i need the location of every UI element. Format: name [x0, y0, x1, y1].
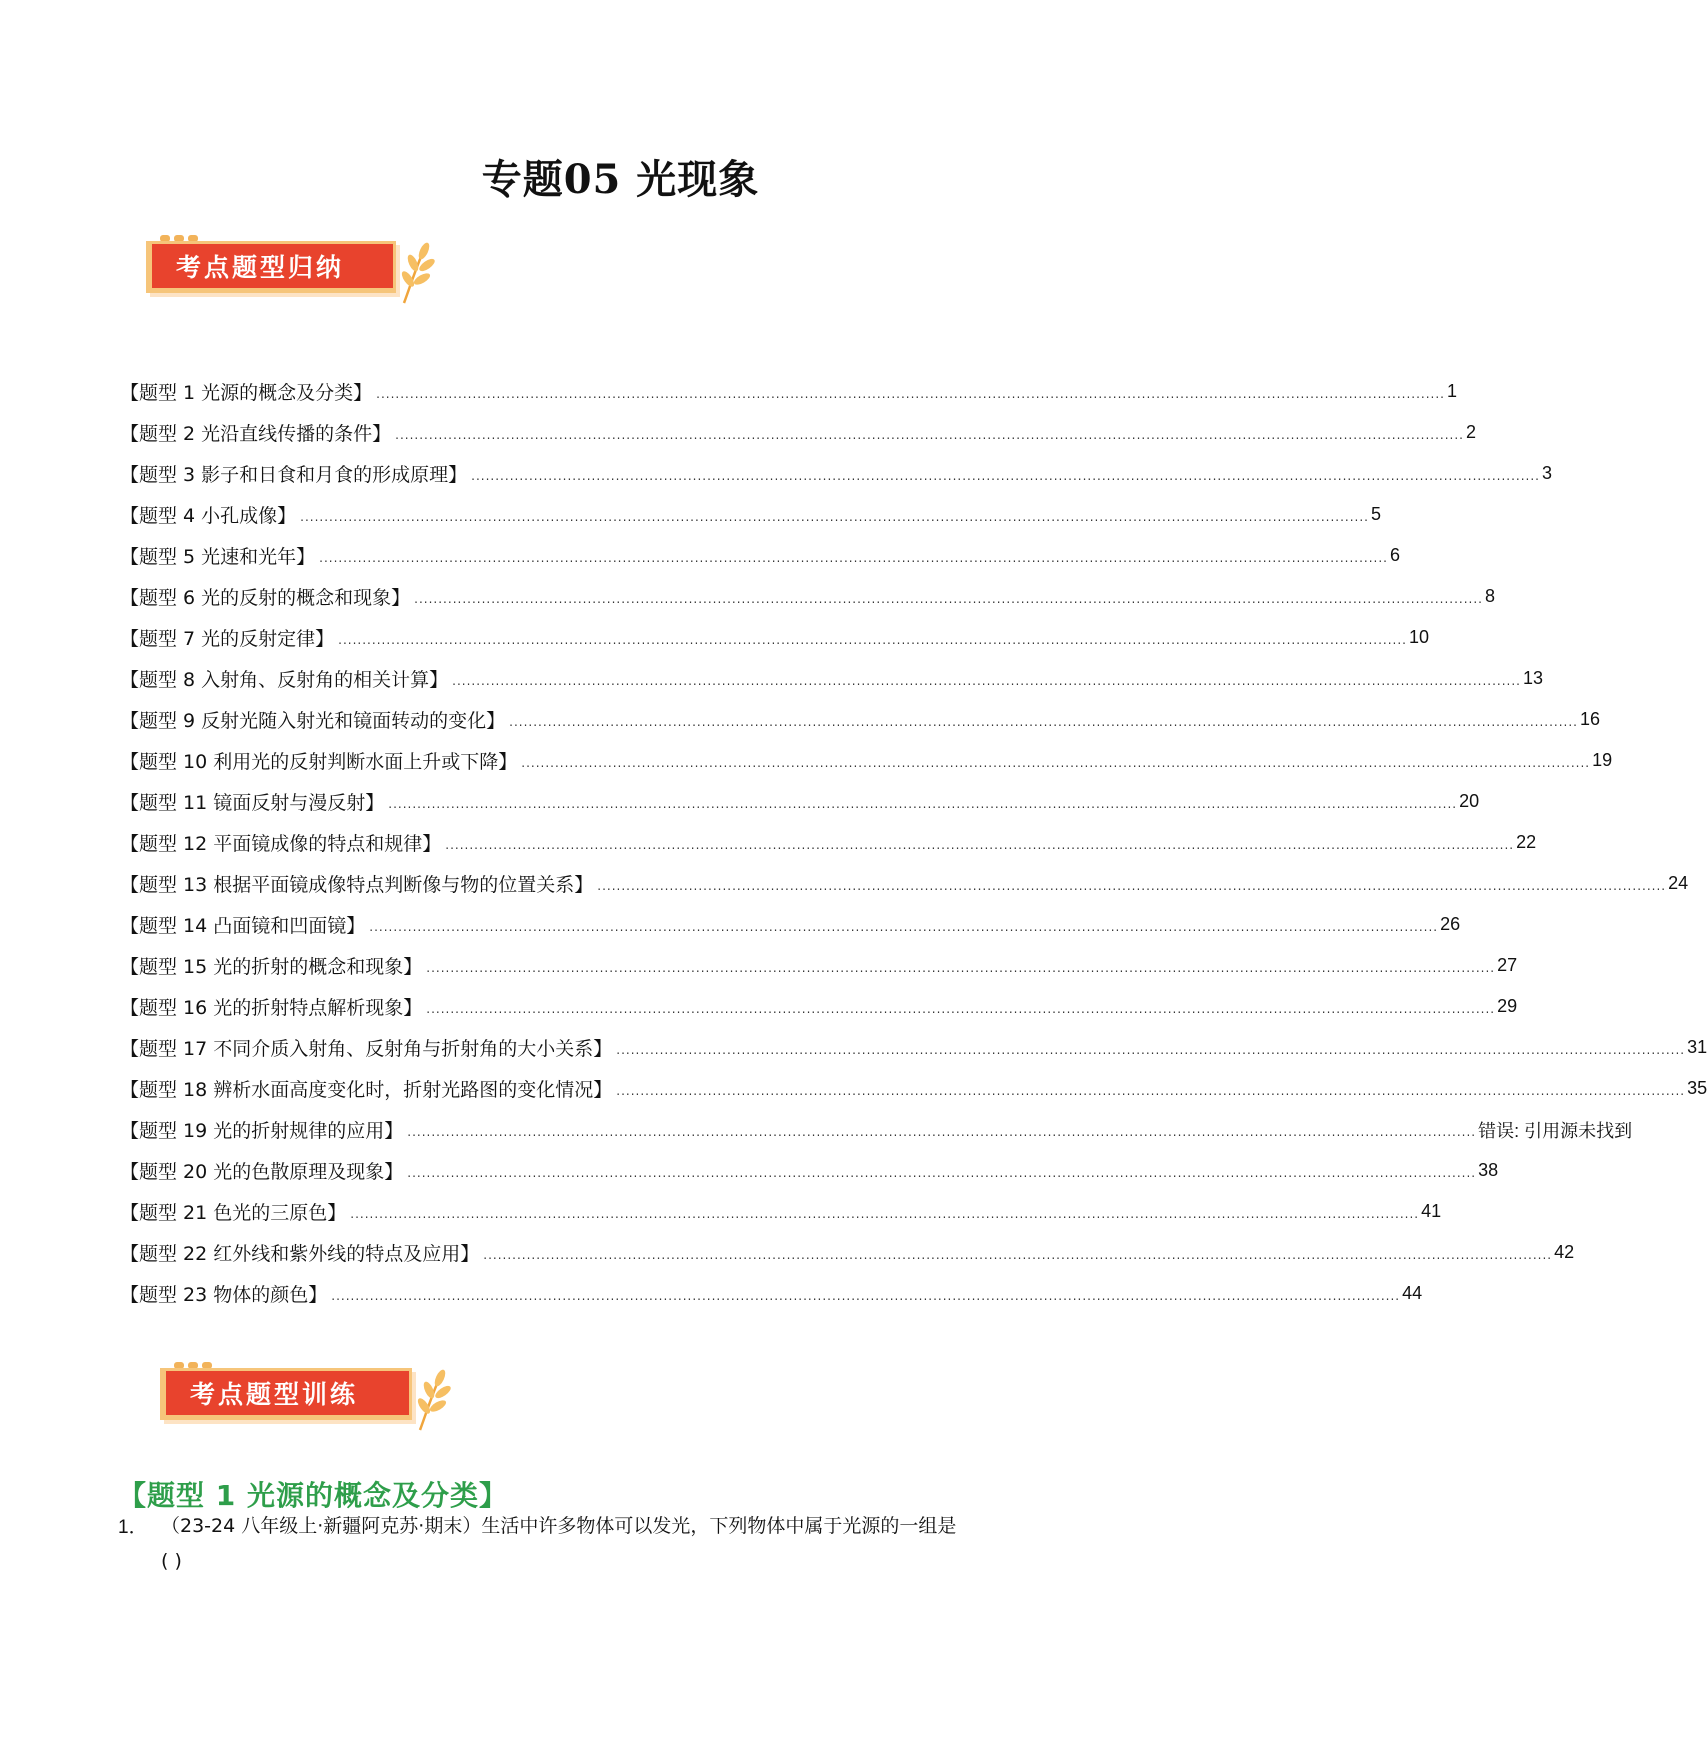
toc-entry-8[interactable] [120, 658, 1544, 699]
toc-entry-label: 【题型 16 光的折射特点解析现象】 [120, 997, 423, 1019]
toc-entry-label: 【题型 3 影子和日食和月食的形成原理】 [120, 464, 468, 486]
toc-entry-14[interactable] [120, 904, 1461, 945]
toc-entry-label: 【题型 11 镜面反射与漫反射】 [120, 792, 385, 814]
toc-leader: .............................................................................................................................................................................................................................. [331, 1289, 1401, 1303]
toc-entry-21[interactable] [120, 1191, 1442, 1232]
toc-entry-3[interactable] [120, 453, 1552, 494]
toc-entry-11[interactable] [120, 781, 1480, 822]
toc-entry-page: 26 [1440, 914, 1461, 934]
toc-leader: .............................................................................................................................................................................................................................. [521, 756, 1591, 770]
toc-entry-page: 24 [1668, 873, 1689, 893]
toc-entry-page: 31 [1687, 1037, 1707, 1057]
toc-entry-13[interactable] [120, 863, 1689, 904]
toc-leader: .............................................................................................................................................................................................................................. [452, 674, 1521, 688]
toc-entry-10[interactable] [120, 740, 1613, 781]
toc-entry-page: 22 [1516, 832, 1537, 852]
toc-leader: .............................................................................................................................................................................................................................. [395, 428, 1464, 442]
toc-leader: .............................................................................................................................................................................................................................. [414, 592, 1483, 606]
toc-leader: .............................................................................................................................................................................................................................. [319, 551, 1388, 565]
toc-entry-7[interactable] [120, 617, 1430, 658]
toc-leader: .............................................................................................................................................................................................................................. [509, 715, 1578, 729]
toc-entry-label: 【题型 4 小孔成像】 [120, 505, 297, 527]
toc-entry-9[interactable] [120, 699, 1601, 740]
toc-leader: .............................................................................................................................................................................................................................. [388, 797, 1458, 811]
toc-entry-page: 38 [1478, 1160, 1499, 1180]
toc-entry-page: 10 [1408, 627, 1430, 647]
wheat-icon [412, 1364, 452, 1434]
toc-entry-page: 1 [1446, 381, 1457, 401]
toc-leader: .............................................................................................................................................................................................................................. [407, 1166, 1477, 1180]
toc-entry-15[interactable] [120, 945, 1518, 986]
toc-entry-label: 【题型 10 利用光的反射判断水面上升或下降】 [120, 751, 518, 773]
toc-entry-17[interactable] [120, 1027, 1707, 1068]
toc-entry-page: 29 [1497, 996, 1518, 1016]
table-of-contents [120, 371, 1707, 1314]
toc-entry-18[interactable] [120, 1068, 1707, 1109]
question-number: 1． [118, 1517, 148, 1538]
toc-entry-page: 5 [1370, 504, 1381, 524]
toc-leader: .............................................................................................................................................................................................................................. [426, 961, 1496, 975]
toc-leader: .............................................................................................................................................................................................................................. [300, 510, 1369, 524]
answer-blank: ( ) [161, 1550, 182, 1572]
toc-leader: .............................................................................................................................................................................................................................. [483, 1248, 1553, 1262]
toc-entry-label: 【题型 2 光沿直线传播的条件】 [120, 423, 392, 445]
toc-entry-page: 16 [1579, 709, 1601, 729]
toc-leader: .............................................................................................................................................................................................................................. [407, 1125, 1477, 1139]
wheat-icon [396, 237, 436, 307]
toc-entry-label: 【题型 21 色光的三原色】 [120, 1202, 347, 1224]
toc-entry-label: 【题型 15 光的折射的概念和现象】 [120, 956, 423, 978]
toc-leader: .............................................................................................................................................................................................................................. [338, 633, 1407, 647]
toc-entry-2[interactable] [120, 412, 1476, 453]
toc-leader: .............................................................................................................................................................................................................................. [426, 1002, 1496, 1016]
toc-entry-1[interactable] [120, 371, 1457, 412]
toc-entry-page: 27 [1497, 955, 1518, 975]
toc-entry-label: 【题型 13 根据平面镜成像特点判断像与物的位置关系】 [120, 874, 594, 896]
toc-entry-page: 41 [1421, 1201, 1442, 1221]
toc-entry-label: 【题型 23 物体的颜色】 [120, 1284, 328, 1306]
toc-entry-page: 44 [1402, 1283, 1423, 1303]
toc-leader: .............................................................................................................................................................................................................................. [471, 469, 1540, 483]
toc-entry-page: 35 [1687, 1078, 1707, 1098]
toc-entry-label: 【题型 14 凸面镜和凹面镜】 [120, 915, 366, 937]
toc-leader: .............................................................................................................................................................................................................................. [376, 387, 1445, 401]
toc-entry-page: 6 [1389, 545, 1400, 565]
toc-entry-label: 【题型 19 光的折射规律的应用】 [120, 1120, 404, 1142]
toc-entry-6[interactable] [120, 576, 1495, 617]
toc-entry-page: 2 [1465, 422, 1476, 442]
toc-entry-page: 19 [1592, 750, 1613, 770]
toc-entry-page: 20 [1459, 791, 1480, 811]
banner-label: 考点题型归纳 [146, 241, 396, 293]
toc-entry-19[interactable] [120, 1109, 1633, 1150]
toc-entry-4[interactable] [120, 494, 1381, 535]
toc-entry-page: 3 [1541, 463, 1552, 483]
toc-leader: .............................................................................................................................................................................................................................. [445, 838, 1515, 852]
toc-entry-label: 【题型 22 红外线和紫外线的特点及应用】 [120, 1243, 480, 1265]
toc-entry-page: 42 [1554, 1242, 1575, 1262]
toc-entry-16[interactable] [120, 986, 1518, 1027]
toc-leader: .............................................................................................................................................................................................................................. [597, 879, 1667, 893]
toc-leader: .............................................................................................................................................................................................................................. [369, 920, 1439, 934]
banner-label: 考点题型训练 [160, 1368, 412, 1420]
question-text: （23-24 八年级上·新疆阿克苏·期末）生活中许多物体可以发光，下列物体中属于光源的一组是 [161, 1515, 957, 1537]
toc-entry-23[interactable] [120, 1273, 1423, 1314]
toc-entry-label: 【题型 7 光的反射定律】 [120, 628, 335, 650]
toc-entry-label: 【题型 17 不同介质入射角、反射角与折射角的大小关系】 [120, 1038, 613, 1060]
toc-entry-label: 【题型 18 辨析水面高度变化时，折射光路图的变化情况】 [120, 1079, 613, 1101]
toc-entry-page: 13 [1522, 668, 1544, 688]
toc-entry-label: 【题型 5 光速和光年】 [120, 546, 316, 568]
toc-entry-22[interactable] [120, 1232, 1575, 1273]
toc-entry-label: 【题型 12 平面镜成像的特点和规律】 [120, 833, 442, 855]
toc-entry-20[interactable] [120, 1150, 1499, 1191]
toc-entry-label: 【题型 1 光源的概念及分类】 [120, 382, 373, 404]
toc-entry-5[interactable] [120, 535, 1400, 576]
toc-leader: .............................................................................................................................................................................................................................. [616, 1084, 1686, 1098]
toc-entry-label: 【题型 20 光的色散原理及现象】 [120, 1161, 404, 1183]
toc-leader: .............................................................................................................................................................................................................................. [616, 1043, 1686, 1057]
section-heading: 【题型 1 光源的概念及分类】 [118, 1479, 508, 1512]
toc-entry-page: 错误: 引用源未找到 [1478, 1120, 1633, 1141]
toc-entry-label: 【题型 8 入射角、反射角的相关计算】 [120, 669, 449, 691]
toc-leader: .............................................................................................................................................................................................................................. [350, 1207, 1420, 1221]
page-title: 专题05 光现象 [481, 156, 760, 203]
toc-entry-page: 8 [1484, 586, 1495, 606]
toc-entry-label: 【题型 6 光的反射的概念和现象】 [120, 587, 411, 609]
toc-entry-label: 【题型 9 反射光随入射光和镜面转动的变化】 [120, 710, 506, 732]
toc-entry-12[interactable] [120, 822, 1537, 863]
